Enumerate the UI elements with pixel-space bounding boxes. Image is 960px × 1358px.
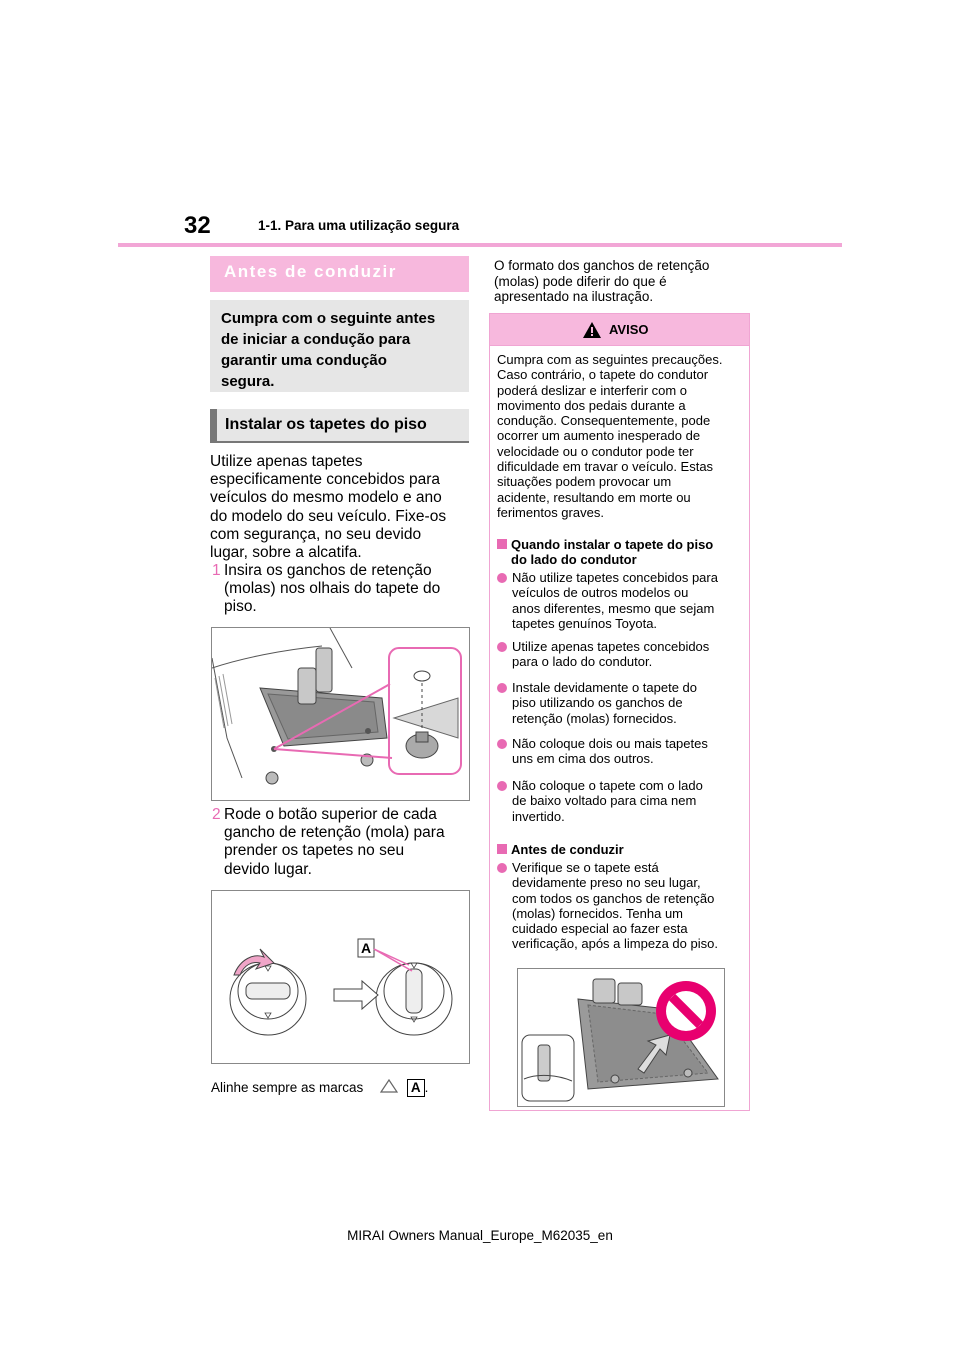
warning-title: AVISO	[609, 322, 649, 337]
body-paragraph	[210, 453, 472, 562]
bullet-icon	[497, 863, 507, 873]
note-line: O formato dos ganchos de retenção	[494, 258, 710, 273]
body-line: Utilize apenas tapetes	[210, 453, 363, 470]
note-line: apresentado na ilustração.	[494, 289, 654, 304]
step-line: Insira os ganchos de retenção	[224, 562, 432, 579]
step-number: 1	[212, 562, 221, 579]
warning-line: situações podem provocar um	[497, 474, 672, 490]
warning-line: Cumpra com as seguintes precauções.	[497, 352, 723, 367]
body-line: com segurança, no seu devido	[210, 525, 422, 543]
warning-header	[490, 314, 749, 346]
bullet-line: cuidado especial ao fazer esta	[512, 921, 688, 937]
bullet-line: Não utilize tapetes concebidos para	[512, 570, 718, 585]
bullet-line: Não coloque o tapete com o lado	[512, 778, 703, 793]
step-line: (molas) nos olhais do tapete do	[224, 580, 441, 598]
bullet-line: retenção (molas) fornecidos.	[512, 710, 677, 726]
bullet-line: Utilize apenas tapetes concebidos	[512, 639, 710, 654]
bullet-icon	[497, 642, 507, 652]
bullet-line: veículos de outros modelos ou	[512, 585, 689, 601]
body-line: veículos do mesmo modelo e ano	[210, 489, 442, 507]
bullet-line: piso utilizando os ganchos de	[512, 695, 683, 711]
warning-paragraph	[497, 352, 747, 520]
intro-line: garantir uma condução	[221, 352, 387, 369]
body-line: do modelo do seu veículo. Fixe-os	[210, 507, 447, 525]
mark-label-a: A	[407, 1079, 425, 1097]
warning-bullets-2	[497, 860, 755, 960]
subheading-line: Antes de conduzir	[511, 842, 624, 857]
alignment-mark-icon	[379, 1078, 399, 1094]
step-2	[212, 806, 474, 879]
step-number: 2	[212, 806, 221, 823]
subheading-line: Quando instalar o tapete do piso	[511, 537, 714, 552]
section-title: 1-1. Para uma utilização segura	[258, 218, 460, 233]
warning-box	[489, 313, 750, 1111]
bullet-line: com todos os ganchos de retenção	[512, 890, 715, 906]
warning-line: movimento dos pedais durante a	[497, 397, 686, 413]
warning-line: condução. Consequentemente, pode	[497, 413, 711, 429]
bullet-line: invertido.	[512, 808, 565, 824]
floor-mat-illustration	[212, 628, 469, 800]
bullet-line: (molas) fornecidos. Tenha um	[512, 905, 684, 921]
bullet-icon	[497, 683, 507, 693]
step-line: Rode o botão superior de cada	[224, 806, 437, 823]
step-line: gancho de retenção (mola) para	[224, 824, 445, 842]
warning-line: Caso contrário, o tapete do condutor	[497, 367, 709, 383]
label-a: A	[361, 940, 372, 956]
warning-line: poderá deslizar e interferir com o	[497, 382, 688, 398]
subheading: Instalar os tapetes do piso	[210, 409, 469, 443]
prohibited-mat-figure	[517, 968, 725, 1107]
bullet-line: uns em cima dos outros.	[512, 751, 654, 767]
header-divider	[118, 243, 842, 247]
bullet-line: devidamente preso no seu lugar,	[512, 875, 701, 891]
bullet-line: tapetes genuínos Toyota.	[512, 615, 658, 631]
warning-bullets-1	[497, 570, 755, 850]
intro-box	[210, 300, 469, 392]
step-1	[212, 562, 474, 617]
page-number: 32	[184, 212, 211, 239]
square-bullet-icon	[497, 844, 507, 854]
bullet-line: Não coloque dois ou mais tapetes	[512, 736, 708, 751]
warning-line: dificuldade em travar o veículo. Estas	[497, 459, 714, 475]
clip-rotation-figure	[211, 890, 470, 1064]
step-line: devido lugar.	[224, 860, 312, 878]
clip-rotation-illustration	[212, 891, 469, 1063]
intro-line: segura.	[221, 373, 275, 390]
footer-text: MIRAI Owners Manual_Europe_M62035_en	[347, 1228, 613, 1243]
bullet-icon	[497, 739, 507, 749]
caption-text: Alinhe sempre as marcas	[211, 1080, 364, 1095]
note-line: (molas) pode diferir do que é	[494, 273, 667, 289]
subheading-line: do lado do condutor	[511, 552, 637, 568]
step-line: prender os tapetes no seu	[224, 842, 405, 860]
warning-triangle-icon	[582, 321, 602, 339]
prohibited-mat-illustration	[518, 969, 724, 1106]
bullet-line: de baixo voltado para cima nem	[512, 793, 697, 809]
bullet-line: Verifique se o tapete está	[512, 860, 659, 875]
bullet-line: Instale devidamente o tapete do	[512, 680, 698, 695]
intro-line: Cumpra com o seguinte antes	[221, 310, 436, 327]
intro-line: de iniciar a condução para	[221, 331, 411, 348]
floor-mat-figure	[211, 627, 470, 801]
warning-line: ocorrer um aumento inesperado de	[497, 428, 701, 444]
figure-caption	[211, 1078, 428, 1097]
body-line: especificamente concebidos para	[210, 471, 441, 489]
bullet-icon	[497, 781, 507, 791]
bullet-line: anos diferentes, mesmo que sejam	[512, 600, 715, 616]
warning-subheading	[497, 537, 747, 568]
square-bullet-icon	[497, 539, 507, 549]
body-line: lugar, sobre a alcatifa.	[210, 544, 362, 562]
bullet-icon	[497, 573, 507, 583]
warning-line: acidente, resultando em morte ou	[497, 489, 691, 505]
step-line: piso.	[224, 598, 257, 616]
clip-shape-note	[494, 258, 756, 305]
bullet-line: verificação, após a limpeza do piso.	[512, 936, 718, 952]
caption-end: .	[424, 1080, 429, 1095]
warning-line: velocidade ou o condutor pode ter	[497, 443, 694, 459]
warning-subheading	[497, 842, 747, 857]
section-heading: Antes de conduzir	[210, 256, 469, 292]
warning-line: ferimentos graves.	[497, 504, 604, 520]
bullet-line: para o lado do condutor.	[512, 654, 653, 670]
